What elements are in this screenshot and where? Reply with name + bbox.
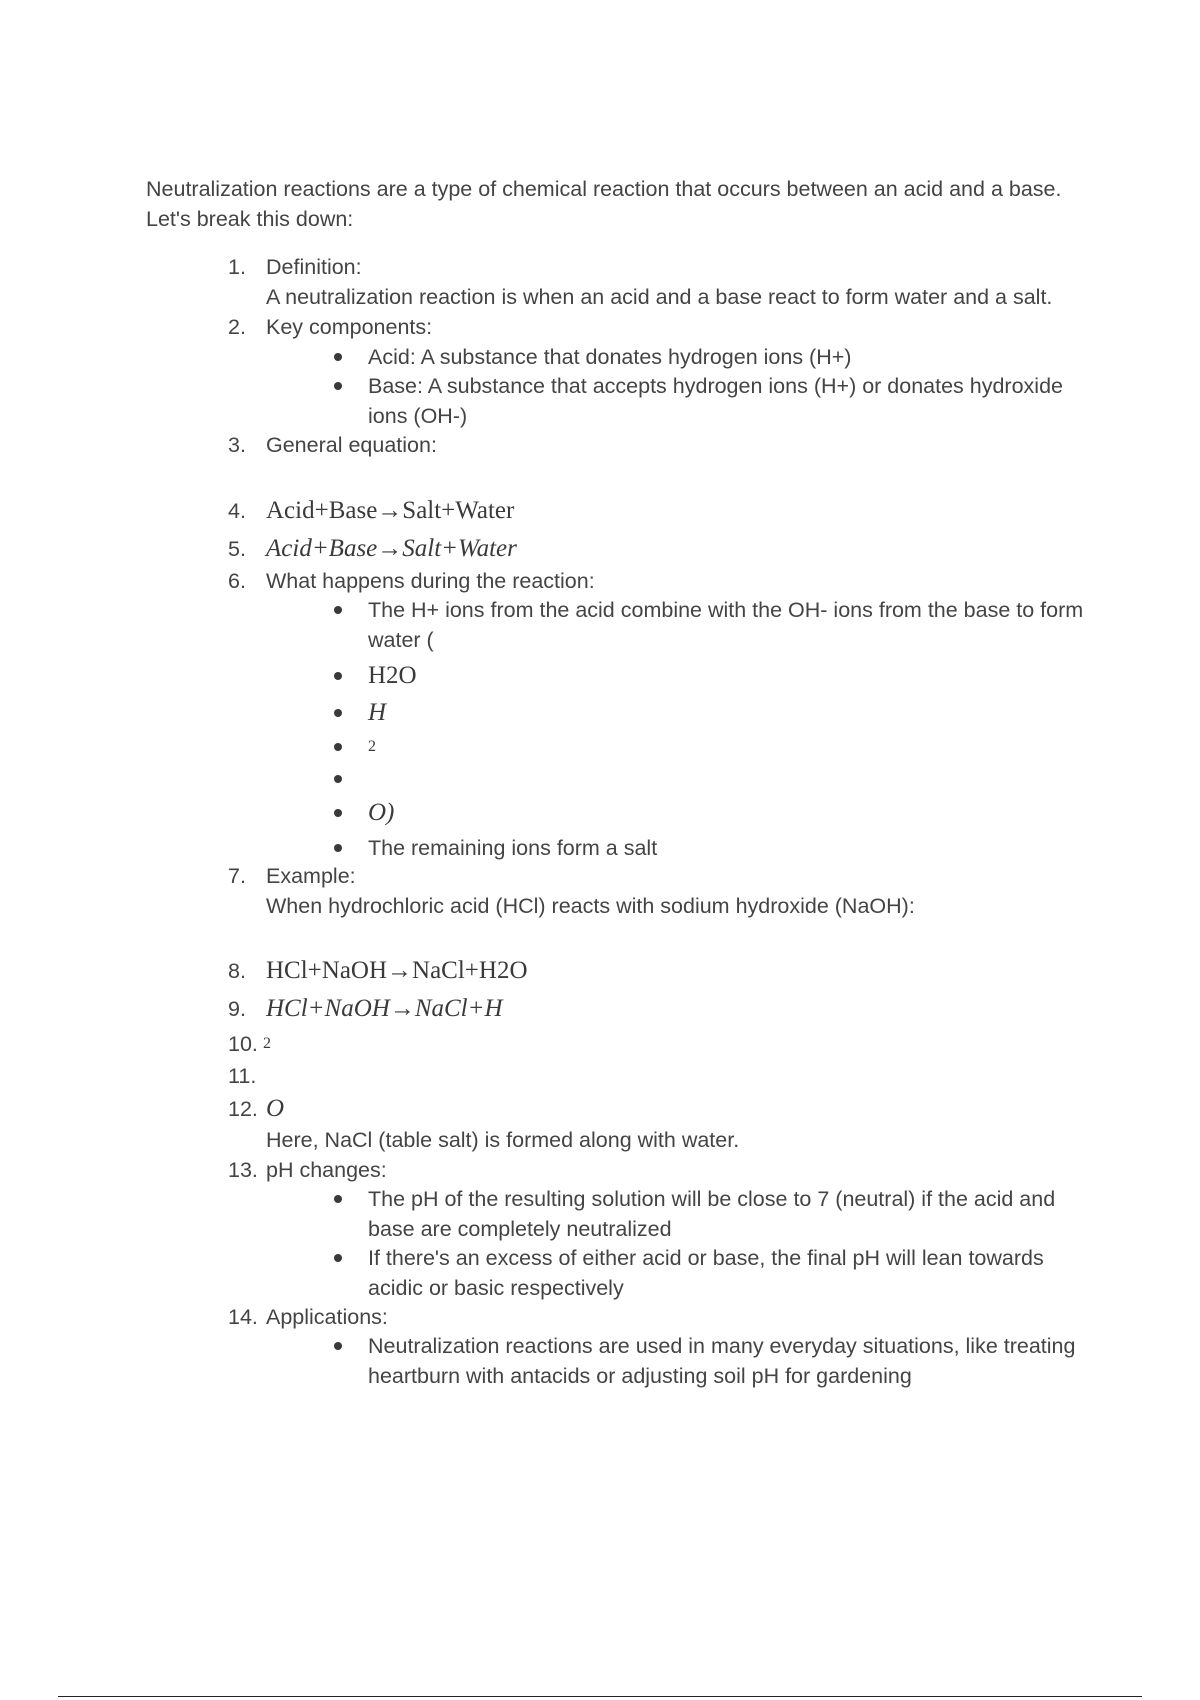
bullet-text: The pH of the resulting solution will be close to 7 (neutral) if the acid and base are completely neutralized xyxy=(368,1187,1056,1241)
bullet-text: If there's an excess of either acid or base, the final pH will lean towards acidic or basic respectively xyxy=(368,1246,1044,1300)
bullet-text: Base: A substance that accepts hydrogen ions (H+) or donates hydroxide ions (OH-) xyxy=(368,374,1063,428)
definition-text: A neutralization reaction is when an acid and a base react to form water and a salt. xyxy=(266,285,1053,309)
bullet-dot xyxy=(334,1195,342,1203)
bullet-dot xyxy=(334,353,342,361)
list-number: 3. xyxy=(228,433,246,457)
list-number: 13. xyxy=(228,1158,258,1182)
bullet-dot xyxy=(334,775,342,783)
bullet-dot xyxy=(334,672,342,680)
equation-text: 2 xyxy=(263,1035,271,1052)
bullet-text: 2 xyxy=(368,738,376,755)
bullet-text: Neutralization reactions are used in many everyday situations, like treating heartburn with antacids or adjusting soil pH for gardening xyxy=(368,1334,1076,1388)
list-text: Key components: xyxy=(266,315,433,339)
bullet-text: The remaining ions form a salt xyxy=(368,836,658,860)
list-text: General equation: xyxy=(266,433,437,457)
list-number: 11. xyxy=(228,1064,257,1088)
equation-text: HCl+NaOH→NaCl+H xyxy=(266,995,503,1022)
list-text: Example: xyxy=(266,864,356,888)
bullet-dot xyxy=(334,743,342,751)
list-number: 12. xyxy=(228,1097,258,1121)
list-number: 7. xyxy=(228,864,246,888)
list-number: 1. xyxy=(228,255,246,279)
list-number: 14. xyxy=(228,1305,258,1329)
list-number: 9. xyxy=(228,997,246,1021)
equation-text: O xyxy=(266,1095,285,1122)
bullet-dot xyxy=(334,709,342,717)
bullet-dot xyxy=(334,606,342,614)
bullet-dot xyxy=(334,844,342,852)
bullet-dot xyxy=(334,382,342,390)
equation-text: Acid+Base→Salt+Water xyxy=(266,535,517,562)
list-number: 4. xyxy=(228,499,246,523)
bullet-dot xyxy=(334,1254,342,1262)
list-number: 8. xyxy=(228,959,246,983)
nacl-text: Here, NaCl (table salt) is formed along with water. xyxy=(266,1128,740,1152)
bullet-text: H xyxy=(368,699,387,726)
list-number: 10. xyxy=(228,1032,258,1056)
list-number: 2. xyxy=(228,315,246,339)
bullet-text: Acid: A substance that donates hydrogen ions (H+) xyxy=(368,345,852,369)
list-text: pH changes: xyxy=(266,1158,387,1182)
list-text: Definition: xyxy=(266,255,362,279)
equation-text: Acid+Base→Salt+Water xyxy=(266,497,515,524)
equation-text: HCl+NaOH→NaCl+H2O xyxy=(266,957,528,984)
intro-paragraph: Neutralization reactions are a type of chemical reaction that occurs between an acid and a base. Let's break this down: xyxy=(146,177,1062,231)
list-number: 6. xyxy=(228,569,246,593)
bullet-text: H2O xyxy=(368,662,417,689)
list-number: 5. xyxy=(228,537,246,561)
bullet-dot xyxy=(334,1342,342,1350)
bullet-text: The H+ ions from the acid combine with the OH- ions from the base to form water ( xyxy=(368,598,1084,652)
bullet-text: O) xyxy=(368,799,395,826)
list-text: What happens during the reaction: xyxy=(266,569,595,593)
example-text: When hydrochloric acid (HCl) reacts with sodium hydroxide (NaOH): xyxy=(266,894,915,918)
bullet-dot xyxy=(334,809,342,817)
footer-divider xyxy=(58,1696,1142,1697)
list-text: Applications: xyxy=(266,1305,388,1329)
